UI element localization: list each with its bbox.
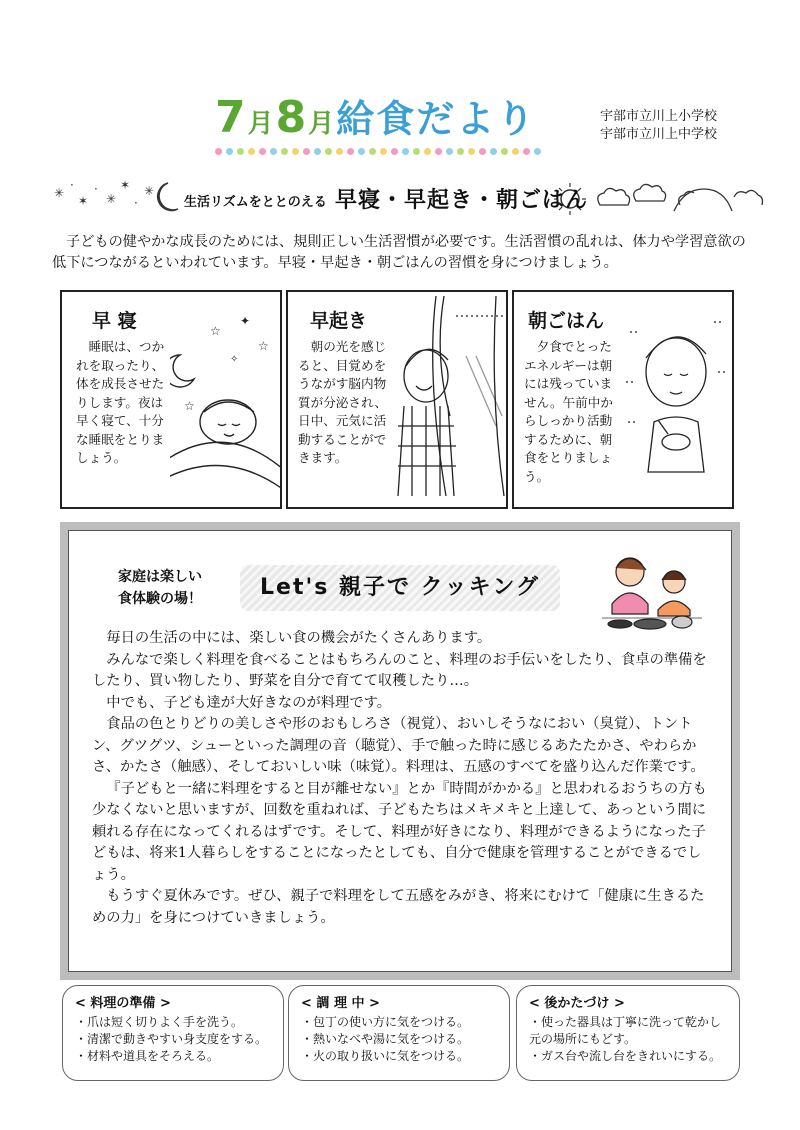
tip-line: ・包丁の使い方に気をつける。 xyxy=(301,1015,470,1029)
title-month-1: 7 xyxy=(215,92,248,143)
panel-text: 睡眠は、つかれを取ったり、体を成長させたりします。夜は早く寝て、十分な睡眠をとりましょう。 xyxy=(76,339,165,465)
intro-paragraph xyxy=(52,232,752,274)
tip-line: ・火の取り扱いに気をつける。 xyxy=(301,1049,470,1063)
panel-breakfast xyxy=(512,290,734,509)
tip-line: ・使った器具は丁寧に洗って乾かし元の場所にもどす。 xyxy=(529,1015,722,1046)
svg-text:·: · xyxy=(134,196,138,210)
panel-heading: 朝ごはん xyxy=(528,310,605,332)
cooking-paragraph-1: 毎日の生活の中には、楽しい食の機会がたくさんあります。 xyxy=(106,630,492,646)
svg-text:☆: ☆ xyxy=(258,339,269,353)
tip-line: ・爪は短く切りよく手を洗う。 xyxy=(75,1015,244,1029)
tip-box-during-cooking xyxy=(288,985,510,1081)
svg-text:✶: ✶ xyxy=(78,194,89,208)
svg-text:✳: ✳ xyxy=(106,192,117,206)
cooking-title: Let's 親子で クッキング xyxy=(240,565,560,611)
rhythm-title: 早寝・早起き・朝ごはん xyxy=(335,188,589,213)
tip-lines xyxy=(301,1014,501,1065)
title-month-label-1: 月 xyxy=(247,109,276,139)
cooking-paragraph-4: 食品の色とりどりの美しさや形のおもしろさ（視覚）、おいしそうなにおい（臭覚）、トントン、グツグツ、シューといった調理の音（聴覚）、手で触った時に感じるあたたかさ、やわらかさ、かたさ（触感）、そしておいしい味（味覚）。料理は、五感のすべてを盛り込んだ作業です。 xyxy=(92,716,705,775)
panel-heading: 早起き xyxy=(310,310,368,332)
title-month-2: 8 xyxy=(275,92,309,143)
rhythm-banner xyxy=(50,175,770,223)
cooking-body xyxy=(92,628,707,929)
svg-text:☆: ☆ xyxy=(210,324,221,338)
tagline-line-1: 家庭は楽しい xyxy=(118,569,202,585)
tip-line: ・清潔で動きやすい身支度をする。 xyxy=(75,1032,268,1046)
school-elementary: 宇部市立川上小学校 xyxy=(600,109,718,124)
tip-lines xyxy=(529,1014,729,1065)
school-junior-high: 宇部市立川上中学校 xyxy=(600,127,718,142)
cooking-paragraph-5: 『子どもと一緒に料理をすると目が離せない』とか『時間がかかる』と思われるおうちの方も少なくないと思いますが、回数を重ねれば、子どもたちはメキメキと上達して、あっという間に頼れる存在になってくれるはずです。そして、料理が好きになり、料理ができるようになった子どもは、将来1人暮らしをすることになったとしても、自分で健康を管理することができるでしょう。 xyxy=(92,780,707,883)
rhythm-subtitle: 生活リズムをととのえる xyxy=(184,195,327,210)
svg-text:✶: ✶ xyxy=(120,178,131,192)
svg-text:✧: ✧ xyxy=(230,354,239,365)
sleeping-child-icon xyxy=(170,310,280,500)
title-dots-decoration xyxy=(215,140,550,150)
child-eating-breakfast-icon xyxy=(622,302,732,502)
tip-line: ・ガス台や流し台をきれいにする。 xyxy=(529,1049,722,1063)
svg-text:✳: ✳ xyxy=(54,186,65,200)
intro-text: 子どもの健やかな成長のためには、規則正しい生活習慣が必要です。生活習慣の乱れは、体力や学習意欲の低下につながるといわれています。早寝・早起き・朝ごはんの習慣を身につけましょう。 xyxy=(52,234,746,271)
cooking-paragraph-6: もうすぐ夏休みです。ぜひ、親子で料理をして五感をみがき、将来にむけて「健康に生きるための力」を身につけていきましょう。 xyxy=(92,888,705,926)
waking-child-window-icon xyxy=(396,296,506,496)
panel-text: 朝の光を感じると、目覚めをうながす脳内物質が分泌され、日中、元気に活動することができます。 xyxy=(298,339,387,465)
tip-lines xyxy=(75,1014,275,1065)
title-month-label-2: 月 xyxy=(308,109,337,139)
tip-line: ・材料や道具をそろえる。 xyxy=(75,1049,220,1063)
mother-child-cooking-icon xyxy=(596,546,706,632)
svg-text:✳: ✳ xyxy=(144,184,155,198)
panel-early-rise xyxy=(286,290,508,509)
tip-heading: < 料理の準備 > xyxy=(75,996,171,1011)
tip-box-cleanup xyxy=(516,985,740,1081)
cooking-paragraph-2: みんなで楽しく料理を食べることはもちろんのこと、料理のお手伝いをしたり、食卓の準備をしたり、買い物したり、野菜を自分で育てて収穫したり…。 xyxy=(92,651,707,689)
tip-heading: < 調 理 中 > xyxy=(301,996,380,1011)
svg-text:⋅: ⋅ xyxy=(94,182,98,196)
panel-heading: 早 寝 xyxy=(92,310,137,332)
panel-early-sleep xyxy=(60,290,282,509)
cooking-tagline xyxy=(118,566,202,610)
svg-text:·: · xyxy=(70,178,74,192)
svg-text:☆: ☆ xyxy=(184,399,195,413)
tip-line: ・熱いなべや湯に気をつける。 xyxy=(301,1032,470,1046)
tagline-line-2: 食体験の場！ xyxy=(118,591,202,607)
panel-text: 夕食でとったエネルギーは朝には残っていません。午前中からしっかり活動するために、朝食をとりましょう。 xyxy=(524,339,613,484)
school-names xyxy=(600,108,717,144)
cooking-paragraph-3: 中でも、子ども達が大好きなのが料理です。 xyxy=(106,694,392,711)
tip-heading: < 後かたづけ > xyxy=(529,996,625,1011)
tip-box-preparation xyxy=(62,985,284,1081)
title-main: 給食だより xyxy=(336,97,537,141)
svg-text:✦: ✦ xyxy=(240,314,251,328)
